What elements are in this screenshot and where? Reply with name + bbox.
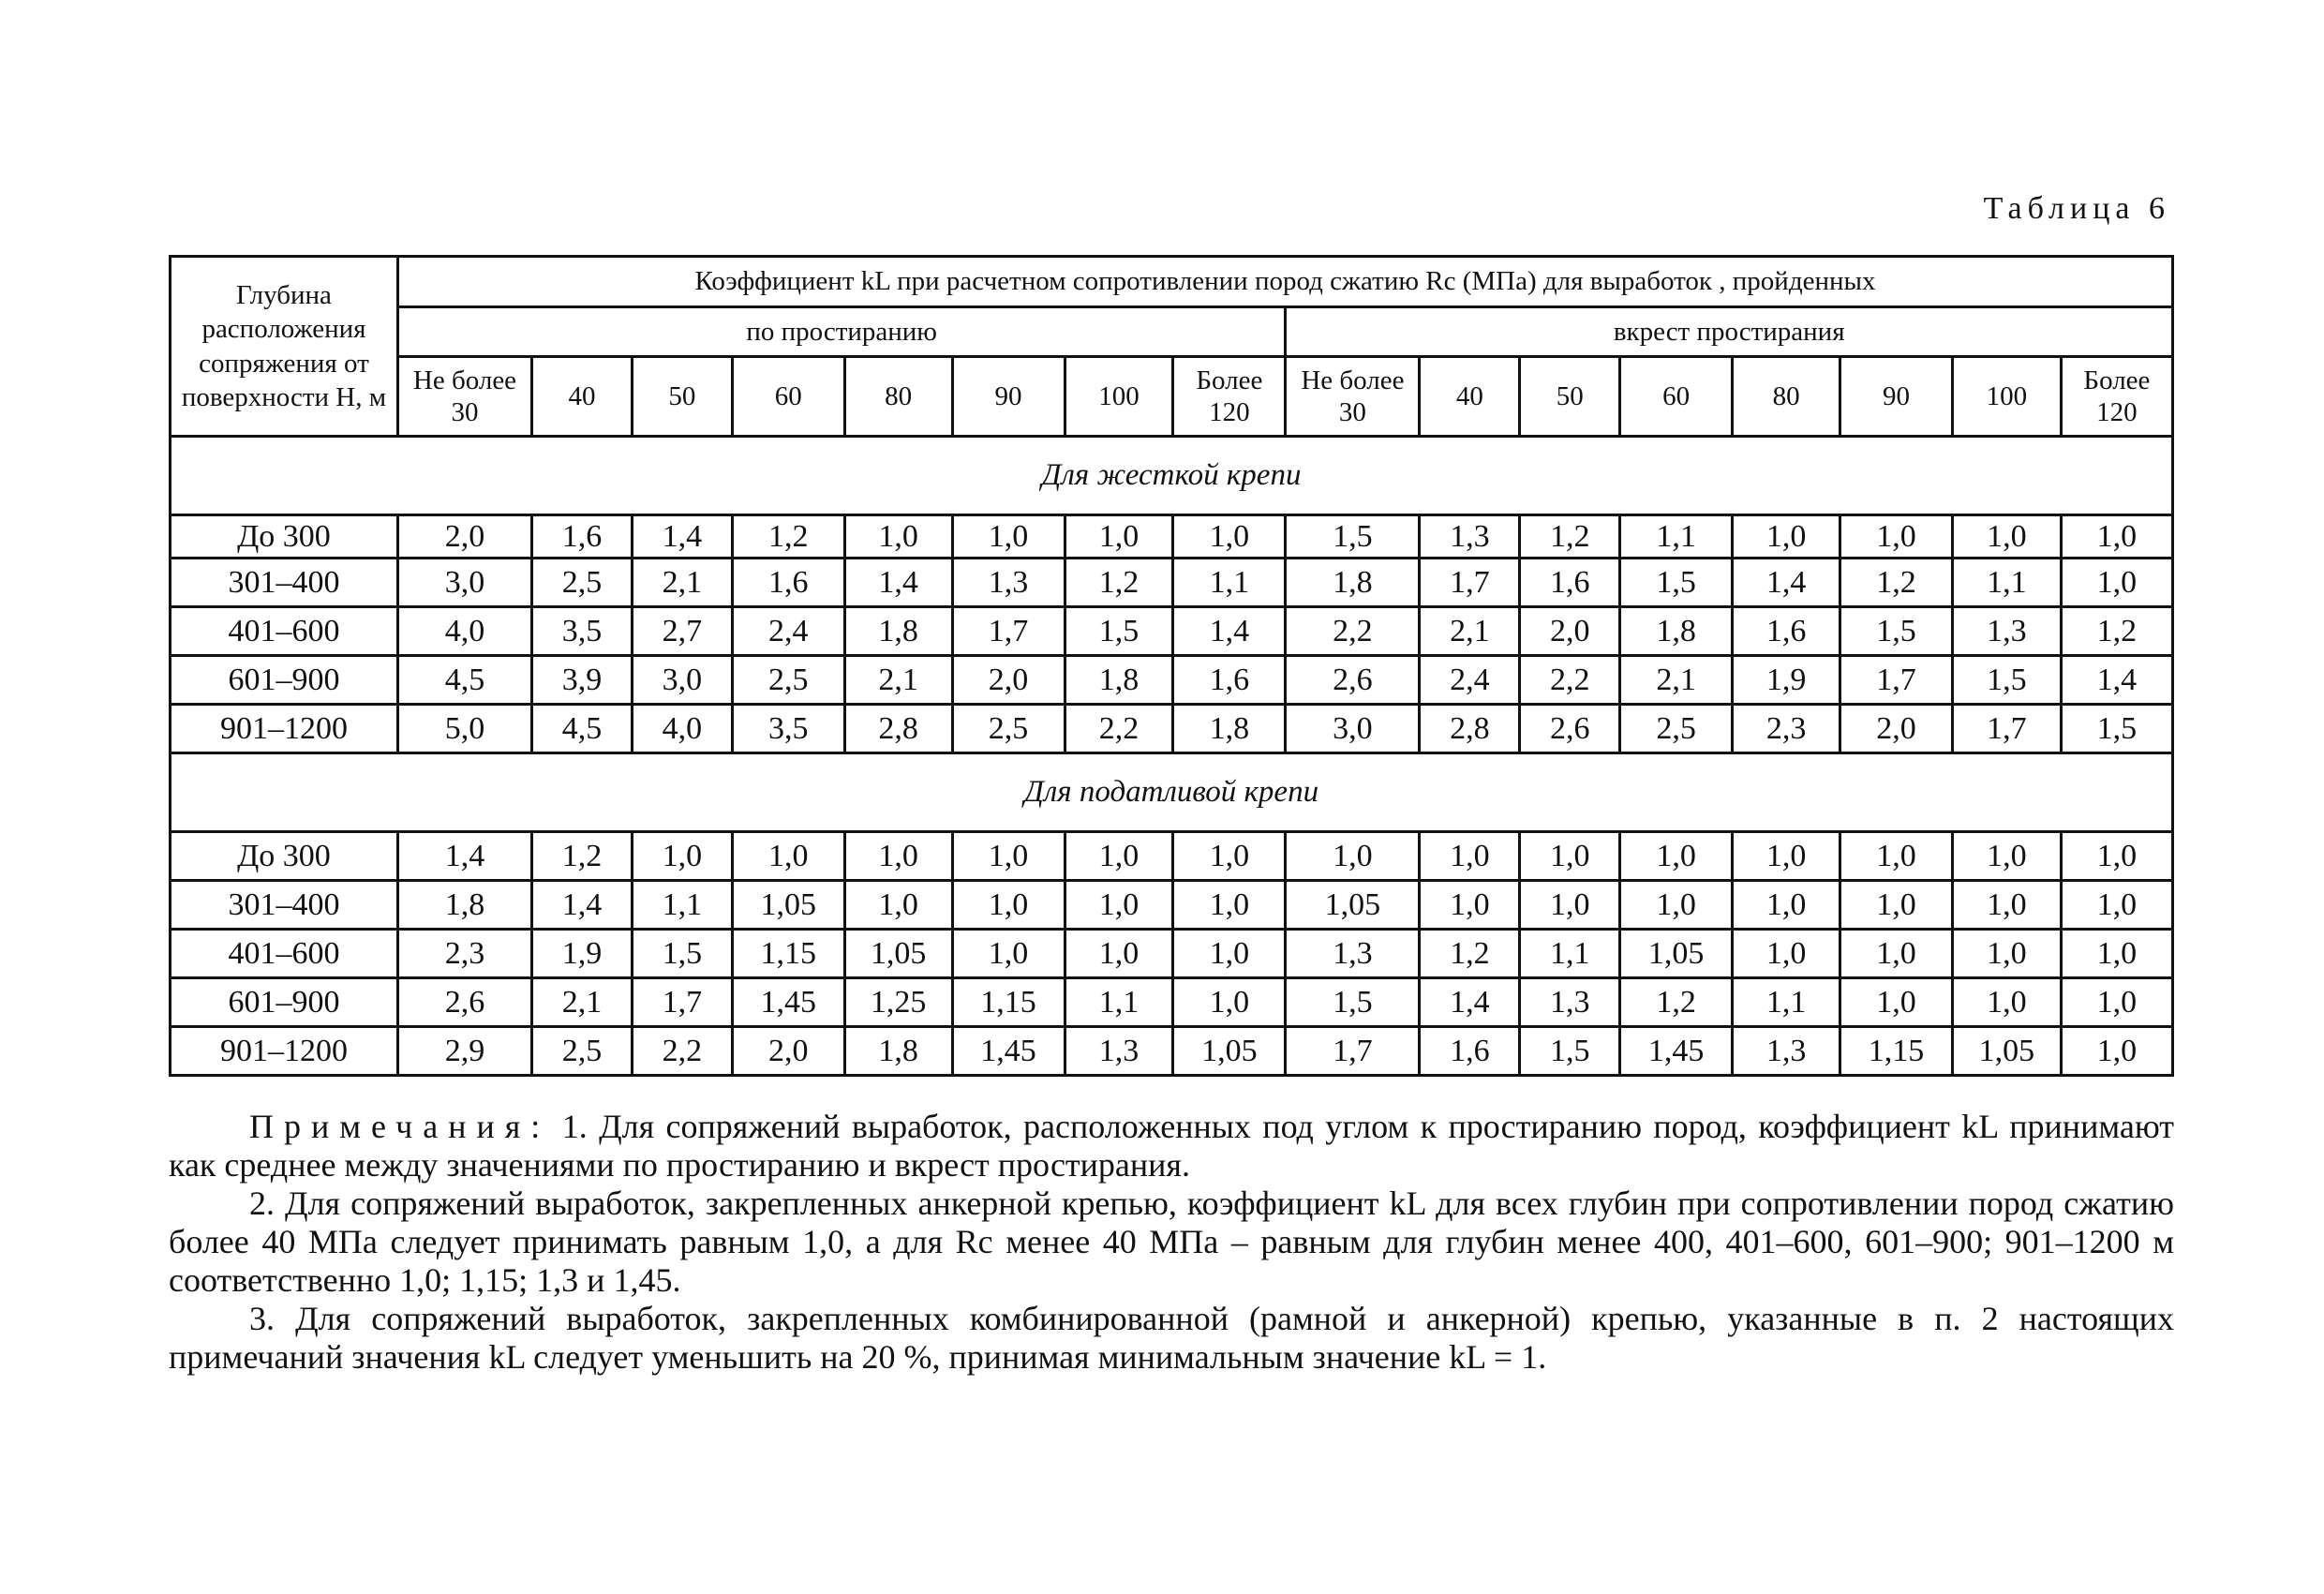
section-row (171, 437, 2173, 515)
value-cell-along: 1,4 (1173, 607, 1286, 656)
depth-cell: 601–900 (171, 978, 398, 1027)
note-1 (169, 1108, 2174, 1184)
value-cell-across: 1,0 (1420, 881, 1520, 930)
col-header-along-3: 60 (732, 357, 844, 437)
value-cell-along: 2,0 (732, 1027, 844, 1076)
col-header-along-0: Не более 30 (397, 357, 531, 437)
value-cell-along: 4,5 (532, 705, 633, 753)
table-row (171, 832, 2173, 881)
depth-cell: 401–600 (171, 930, 398, 978)
value-cell-across: 2,6 (1520, 705, 1620, 753)
col-header-across-2: 50 (1520, 357, 1620, 437)
value-cell-across: 1,0 (1733, 930, 1840, 978)
value-cell-across: 1,0 (1840, 832, 1953, 881)
notes-heading: Примечания: (249, 1108, 551, 1145)
col-header-across-7: Более 120 (2061, 357, 2172, 437)
value-cell-across: 1,6 (1733, 607, 1840, 656)
value-cell-along: 2,5 (732, 656, 844, 705)
value-cell-along: 3,5 (732, 705, 844, 753)
value-cell-across: 1,45 (1620, 1027, 1733, 1076)
value-cell-along: 2,7 (632, 607, 732, 656)
value-cell-along: 3,9 (532, 656, 633, 705)
value-cell-along: 1,0 (952, 515, 1065, 559)
value-cell-along: 1,6 (532, 515, 633, 559)
value-cell-across: 1,1 (1733, 978, 1840, 1027)
value-cell-along: 1,8 (844, 1027, 952, 1076)
value-cell-along: 1,6 (732, 559, 844, 607)
value-cell-along: 1,4 (532, 881, 633, 930)
section-title: Для податливой крепи (171, 753, 2173, 832)
value-cell-across: 1,9 (1733, 656, 1840, 705)
value-cell-along: 1,8 (1065, 656, 1173, 705)
value-cell-along: 1,8 (1173, 705, 1286, 753)
table-row (171, 705, 2173, 753)
group-header-across: вкрест простирания (1286, 307, 2173, 357)
value-cell-across: 2,6 (1286, 656, 1420, 705)
value-cell-along: 1,2 (1065, 559, 1173, 607)
value-cell-across: 1,05 (1286, 881, 1420, 930)
value-cell-along: 1,0 (1173, 881, 1286, 930)
value-cell-across: 1,0 (1840, 881, 1953, 930)
value-cell-along: 1,0 (1173, 832, 1286, 881)
note-1-text: 1. Для сопряжений выработок, расположенных под углом к простиранию пород, коэффициент kL принимают как среднее между значениями по простиранию и вкрест простирания. (169, 1108, 2175, 1184)
value-cell-across: 1,5 (2061, 705, 2172, 753)
value-cell-across: 1,0 (2061, 1027, 2172, 1076)
value-cell-across: 2,0 (1840, 705, 1953, 753)
table-row (171, 656, 2173, 705)
value-cell-across: 1,2 (1620, 978, 1733, 1027)
value-cell-along: 1,3 (1065, 1027, 1173, 1076)
value-cell-along: 1,05 (844, 930, 952, 978)
value-cell-across: 1,0 (2061, 559, 2172, 607)
value-cell-across: 1,0 (1733, 515, 1840, 559)
value-cell-along: 2,1 (532, 978, 633, 1027)
value-cell-across: 1,0 (1520, 832, 1620, 881)
depth-cell: До 300 (171, 515, 398, 559)
col-header-along-5: 90 (952, 357, 1065, 437)
value-cell-across: 2,8 (1420, 705, 1520, 753)
value-cell-across: 1,4 (1420, 978, 1520, 1027)
depth-cell: До 300 (171, 832, 398, 881)
value-cell-across: 1,0 (1840, 978, 1953, 1027)
value-cell-along: 1,15 (952, 978, 1065, 1027)
value-cell-across: 1,7 (1286, 1027, 1420, 1076)
value-cell-across: 1,0 (1952, 978, 2061, 1027)
value-cell-along: 1,9 (532, 930, 633, 978)
value-cell-along: 1,45 (732, 978, 844, 1027)
value-cell-across: 1,05 (1952, 1027, 2061, 1076)
depth-cell: 901–1200 (171, 705, 398, 753)
table-row (171, 607, 2173, 656)
value-cell-along: 2,5 (532, 559, 633, 607)
value-cell-across: 1,6 (1420, 1027, 1520, 1076)
value-cell-across: 1,15 (1840, 1027, 1953, 1076)
value-cell-along: 3,0 (632, 656, 732, 705)
value-cell-along: 2,8 (844, 705, 952, 753)
value-cell-across: 2,4 (1420, 656, 1520, 705)
table-row (171, 559, 2173, 607)
table-row (171, 978, 2173, 1027)
value-cell-along: 2,5 (532, 1027, 633, 1076)
note-3: 3. Для сопряжений выработок, закрепленных комбинированной (рамной и анкерной) крепью, указанные в п. 2 настоящих примечаний значения kL следует уменьшить на 20 %, принимая минимальным значение kL = 1. (169, 1300, 2174, 1376)
value-cell-along: 2,4 (732, 607, 844, 656)
value-cell-along: 4,0 (397, 607, 531, 656)
value-cell-across: 1,4 (1733, 559, 1840, 607)
value-cell-across: 2,0 (1520, 607, 1620, 656)
value-cell-across: 1,0 (1520, 881, 1620, 930)
value-cell-across: 1,0 (1733, 832, 1840, 881)
col-header-across-3: 60 (1620, 357, 1733, 437)
value-cell-across: 1,0 (1840, 930, 1953, 978)
value-cell-along: 2,9 (397, 1027, 531, 1076)
value-cell-across: 1,7 (1952, 705, 2061, 753)
value-cell-across: 1,0 (1952, 832, 2061, 881)
table-row (171, 1027, 2173, 1076)
value-cell-along: 2,0 (952, 656, 1065, 705)
value-cell-across: 1,1 (1520, 930, 1620, 978)
value-cell-along: 1,5 (632, 930, 732, 978)
value-cell-across: 1,8 (1286, 559, 1420, 607)
value-cell-along: 1,0 (952, 832, 1065, 881)
value-cell-along: 5,0 (397, 705, 531, 753)
value-cell-along: 1,3 (952, 559, 1065, 607)
value-cell-along: 1,0 (632, 832, 732, 881)
value-cell-across: 1,0 (1952, 881, 2061, 930)
value-cell-across: 1,4 (2061, 656, 2172, 705)
value-cell-across: 1,0 (1620, 881, 1733, 930)
value-cell-across: 1,0 (2061, 881, 2172, 930)
value-cell-along: 3,5 (532, 607, 633, 656)
value-cell-along: 4,0 (632, 705, 732, 753)
value-cell-along: 1,7 (952, 607, 1065, 656)
value-cell-along: 1,0 (1065, 832, 1173, 881)
depth-cell: 901–1200 (171, 1027, 398, 1076)
value-cell-across: 3,0 (1286, 705, 1420, 753)
value-cell-along: 1,0 (1065, 930, 1173, 978)
col-header-along-4: 80 (844, 357, 952, 437)
col-header-along-6: 100 (1065, 357, 1173, 437)
value-cell-along: 2,1 (844, 656, 952, 705)
depth-cell: 301–400 (171, 559, 398, 607)
value-cell-along: 2,5 (952, 705, 1065, 753)
value-cell-along: 1,4 (397, 832, 531, 881)
value-cell-across: 1,5 (1286, 515, 1420, 559)
depth-cell: 301–400 (171, 881, 398, 930)
value-cell-along: 1,1 (1173, 559, 1286, 607)
value-cell-across: 1,2 (1520, 515, 1620, 559)
coefficient-table (169, 255, 2174, 1077)
section-title: Для жесткой крепи (171, 437, 2173, 515)
value-cell-across: 1,2 (1840, 559, 1953, 607)
value-cell-along: 2,1 (632, 559, 732, 607)
value-cell-along: 1,2 (532, 832, 633, 881)
value-cell-along: 1,0 (952, 930, 1065, 978)
value-cell-across: 1,0 (1952, 930, 2061, 978)
value-cell-along: 1,6 (1173, 656, 1286, 705)
value-cell-along: 1,0 (1065, 515, 1173, 559)
col-header-across-6: 100 (1952, 357, 2061, 437)
value-cell-along: 1,8 (397, 881, 531, 930)
value-cell-along: 1,8 (844, 607, 952, 656)
table-row (171, 930, 2173, 978)
value-cell-across: 1,5 (1840, 607, 1953, 656)
value-cell-along: 1,7 (632, 978, 732, 1027)
value-cell-along: 2,0 (397, 515, 531, 559)
value-cell-across: 1,05 (1620, 930, 1733, 978)
value-cell-along: 1,4 (632, 515, 732, 559)
value-cell-along: 1,0 (1065, 881, 1173, 930)
value-cell-along: 1,05 (1173, 1027, 1286, 1076)
coefficient-header: Коэффициент kL при расчетном сопротивлении пород сжатию Rc (МПа) для выработок , пройденных (397, 257, 2172, 307)
value-cell-across: 2,1 (1420, 607, 1520, 656)
col-header-across-4: 80 (1733, 357, 1840, 437)
value-cell-across: 1,2 (2061, 607, 2172, 656)
value-cell-along: 1,0 (952, 881, 1065, 930)
section-row (171, 753, 2173, 832)
value-cell-along: 1,45 (952, 1027, 1065, 1076)
value-cell-across: 1,7 (1840, 656, 1953, 705)
value-cell-across: 1,3 (1520, 978, 1620, 1027)
value-cell-across: 1,5 (1286, 978, 1420, 1027)
col-header-along-2: 50 (632, 357, 732, 437)
value-cell-across: 1,0 (1286, 832, 1420, 881)
value-cell-across: 1,1 (1620, 515, 1733, 559)
value-cell-across: 1,2 (1420, 930, 1520, 978)
value-cell-along: 1,0 (844, 515, 952, 559)
value-cell-across: 1,3 (1733, 1027, 1840, 1076)
value-cell-along: 1,4 (844, 559, 952, 607)
value-cell-along: 1,1 (632, 881, 732, 930)
value-cell-across: 1,3 (1952, 607, 2061, 656)
value-cell-across: 1,0 (1952, 515, 2061, 559)
value-cell-along: 1,1 (1065, 978, 1173, 1027)
value-cell-across: 1,0 (1620, 832, 1733, 881)
col-header-along-1: 40 (532, 357, 633, 437)
table-row (171, 515, 2173, 559)
value-cell-across: 1,5 (1520, 1027, 1620, 1076)
depth-header: Глубина расположения сопряжения от поверхности Н, м (171, 257, 398, 437)
value-cell-across: 1,3 (1420, 515, 1520, 559)
value-cell-across: 2,1 (1620, 656, 1733, 705)
value-cell-along: 2,2 (1065, 705, 1173, 753)
value-cell-along: 4,5 (397, 656, 531, 705)
value-cell-along: 1,5 (1065, 607, 1173, 656)
depth-cell: 601–900 (171, 656, 398, 705)
value-cell-along: 1,0 (1173, 978, 1286, 1027)
value-cell-across: 1,6 (1520, 559, 1620, 607)
depth-cell: 401–600 (171, 607, 398, 656)
value-cell-along: 2,3 (397, 930, 531, 978)
note-2: 2. Для сопряжений выработок, закрепленных анкерной крепью, коэффициент kL для всех глубин при сопротивлении пород сжатию более 40 МПа следует принимать равным 1,0, а для Rc менее 40 МПа – равным для глубин менее 400, 401–600, 601–900; 901–1200 м соответственно 1,0; 1,15; 1,3 и 1,45. (169, 1184, 2174, 1299)
value-cell-across: 1,0 (1733, 881, 1840, 930)
value-cell-along: 1,0 (1173, 515, 1286, 559)
value-cell-across: 2,3 (1733, 705, 1840, 753)
value-cell-across: 1,0 (1840, 515, 1953, 559)
value-cell-along: 2,6 (397, 978, 531, 1027)
value-cell-across: 1,5 (1620, 559, 1733, 607)
col-header-across-5: 90 (1840, 357, 1953, 437)
value-cell-across: 2,2 (1520, 656, 1620, 705)
value-cell-along: 2,2 (632, 1027, 732, 1076)
value-cell-across: 1,7 (1420, 559, 1520, 607)
value-cell-across: 2,5 (1620, 705, 1733, 753)
table-row (171, 881, 2173, 930)
value-cell-across: 2,2 (1286, 607, 1420, 656)
value-cell-across: 1,0 (2061, 832, 2172, 881)
col-header-along-7: Более 120 (1173, 357, 1286, 437)
value-cell-along: 1,0 (1173, 930, 1286, 978)
value-cell-across: 1,8 (1620, 607, 1733, 656)
value-cell-across: 1,0 (2061, 515, 2172, 559)
value-cell-along: 3,0 (397, 559, 531, 607)
value-cell-along: 1,25 (844, 978, 952, 1027)
value-cell-across: 1,3 (1286, 930, 1420, 978)
value-cell-across: 1,0 (2061, 930, 2172, 978)
value-cell-along: 1,2 (732, 515, 844, 559)
group-header-along: по простиранию (397, 307, 1285, 357)
table-caption: Таблица 6 (1983, 191, 2170, 226)
notes-block (169, 1108, 2174, 1377)
value-cell-across: 1,0 (2061, 978, 2172, 1027)
value-cell-along: 1,0 (844, 881, 952, 930)
value-cell-across: 1,5 (1952, 656, 2061, 705)
col-header-across-1: 40 (1420, 357, 1520, 437)
value-cell-along: 1,0 (732, 832, 844, 881)
value-cell-along: 1,15 (732, 930, 844, 978)
value-cell-along: 1,0 (844, 832, 952, 881)
col-header-across-0: Не более 30 (1286, 357, 1420, 437)
value-cell-along: 1,05 (732, 881, 844, 930)
value-cell-across: 1,0 (1420, 832, 1520, 881)
value-cell-across: 1,1 (1952, 559, 2061, 607)
